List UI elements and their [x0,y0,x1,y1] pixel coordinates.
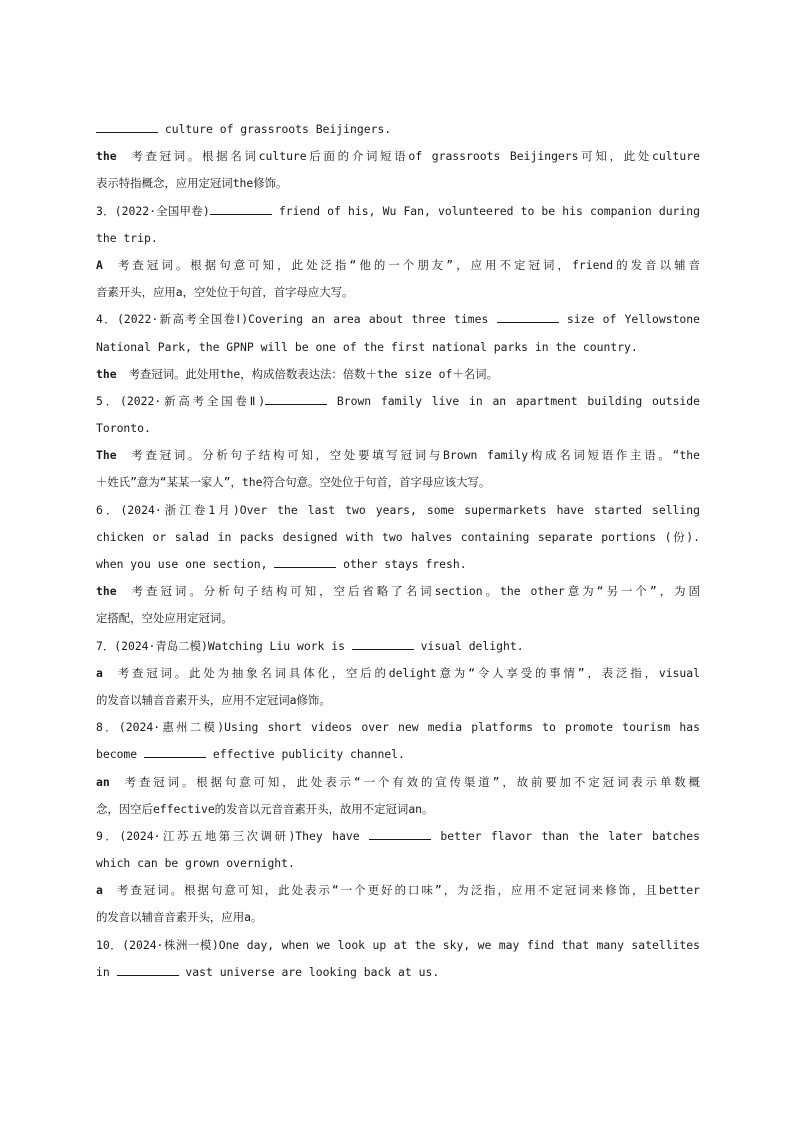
text-line [96,687,700,714]
text-line [96,714,700,741]
text-line [96,170,700,197]
text-segment: 考查冠词。分析句子结构可知，空后省略了名词section。the other意为“另一个”，为固 [128,584,700,599]
text-segment: 3．(2022·全国甲卷) [96,203,210,218]
answer-blank [265,392,327,405]
text-line [96,143,700,170]
text-line [96,198,700,225]
text-segment: 音素开头，应用a，空处位于句首，首字母应大写。 [96,285,354,300]
text-segment: 考查冠词。根据句意可知，此处表示“一个有效的宣传渠道”，故前要加不定冠词表示单数概 [121,774,700,789]
text-segment: vast universe are looking back at us. [178,964,440,979]
answer-key: a [96,883,103,898]
answer-blank [274,555,336,568]
text-segment: 的发音以辅音音素开头，应用不定冠词a修饰。 [96,692,331,707]
text-line [96,741,700,768]
text-line [96,633,700,660]
text-line [96,877,700,904]
answer-key: The [96,448,117,463]
text-line [96,932,700,959]
text-line [96,959,700,986]
text-segment: Brown family live in an apartment building outside [327,393,700,408]
text-segment: 8．(2024·惠州二模)Using short videos over new media platforms to promote tourism has [96,720,700,735]
text-line [96,225,700,252]
text-line [96,279,700,306]
answer-blank [117,963,179,976]
answer-blank [352,637,414,650]
text-line [96,388,700,415]
text-line [96,497,700,524]
text-segment: 10．(2024·株洲一模)One day, when we look up at the sky, we may find that many satellites [96,937,700,952]
text-line [96,252,700,279]
text-segment: 9．(2024·江苏五地第三次调研)They have [96,828,369,843]
text-segment: other stays fresh. [336,557,467,571]
text-segment: 7．(2024·青岛二模)Watching Liu work is [96,638,352,653]
text-line [96,796,700,823]
text-line [96,442,700,469]
document-page [96,116,700,986]
text-segment: chicken or salad in packs designed with two halves containing separate portions (份). [96,529,700,544]
text-line [96,904,700,931]
text-segment: 念，因空后effective的发音以元音音素开头，故用不定冠词an。 [96,801,434,816]
text-line [96,660,700,687]
text-segment: effective publicity channel. [206,747,405,762]
text-line [96,605,700,632]
text-line [96,524,700,551]
answer-blank [497,310,559,323]
text-segment: 表示特指概念，应用定冠词the修饰。 [96,176,288,191]
answer-blank [96,120,158,133]
text-segment: 考查冠词。此处为抽象名词具体化，空后的delight意为“令人享受的事情”，表泛指，visual [114,665,700,680]
text-segment: 考查冠词。根据句意可知，此处泛指“他的一个朋友”，应用不定冠词，friend的发音以辅音 [114,257,700,272]
text-line [96,769,700,796]
text-line [96,334,700,361]
answer-key: the [96,584,117,599]
text-segment: 考查冠词。分析句子结构可知，空处要填写冠词与Brown family构成名词短语作主语。“the [128,448,700,463]
text-segment: culture of grassroots Beijingers. [158,122,392,136]
answer-key: A [96,257,103,272]
answer-blank [144,745,206,758]
text-segment: friend of his, Wu Fan, volunteered to be his companion during [271,203,700,218]
text-segment: visual delight. [413,638,524,653]
text-line [96,850,700,877]
text-segment: 考查冠词。根据句意可知，此处表示“一个更好的口味”，为泛指，应用不定冠词来修饰，且better [114,883,700,898]
text-segment: when you use one section, [96,557,275,571]
text-segment: 4．(2022·新高考全国卷Ⅰ)Covering an area about three times [96,312,497,327]
text-segment: 的发音以辅音音素开头，应用a。 [96,910,263,925]
answer-blank [369,827,431,840]
answer-key: the [96,149,117,164]
text-segment: National Park, the GPNP will be one of the first national parks in the country. [96,339,638,354]
text-segment: 定搭配，空处应用定冠词。 [96,611,233,626]
text-segment: 考查冠词。此处用the，构成倍数表达法：倍数＋the size of＋名词。 [128,366,498,381]
text-segment: become [96,747,145,762]
answer-key: an [96,774,110,789]
text-segment: 5．(2022·新高考全国卷Ⅱ) [96,393,266,408]
text-line [96,361,700,388]
text-segment: ＋姓氏”意为“某某一家人”，the符合句意。空处位于句首，首字母应该大写。 [96,475,491,490]
answer-key: the [96,366,117,381]
text-segment: better flavor than the later batches [430,828,700,843]
text-segment: size of Yellowstone [558,312,700,327]
text-segment: Toronto. [96,421,151,436]
text-line [96,469,700,496]
text-line [96,415,700,442]
text-line [96,578,700,605]
answer-blank [210,202,272,215]
text-segment: the trip. [96,230,158,245]
text-segment: in [96,964,117,979]
answer-key: a [96,665,103,680]
text-line [96,823,700,850]
text-segment: 6．(2024·浙江卷1月)Over the last two years, some supermarkets have started selling [96,502,700,517]
text-line [96,306,700,333]
text-segment: which can be grown overnight. [96,856,295,871]
text-segment: 考查冠词。根据名词culture后面的介词短语of grassroots Beijingers可知，此处culture [128,149,700,164]
text-line [96,116,700,143]
text-line [96,551,700,578]
